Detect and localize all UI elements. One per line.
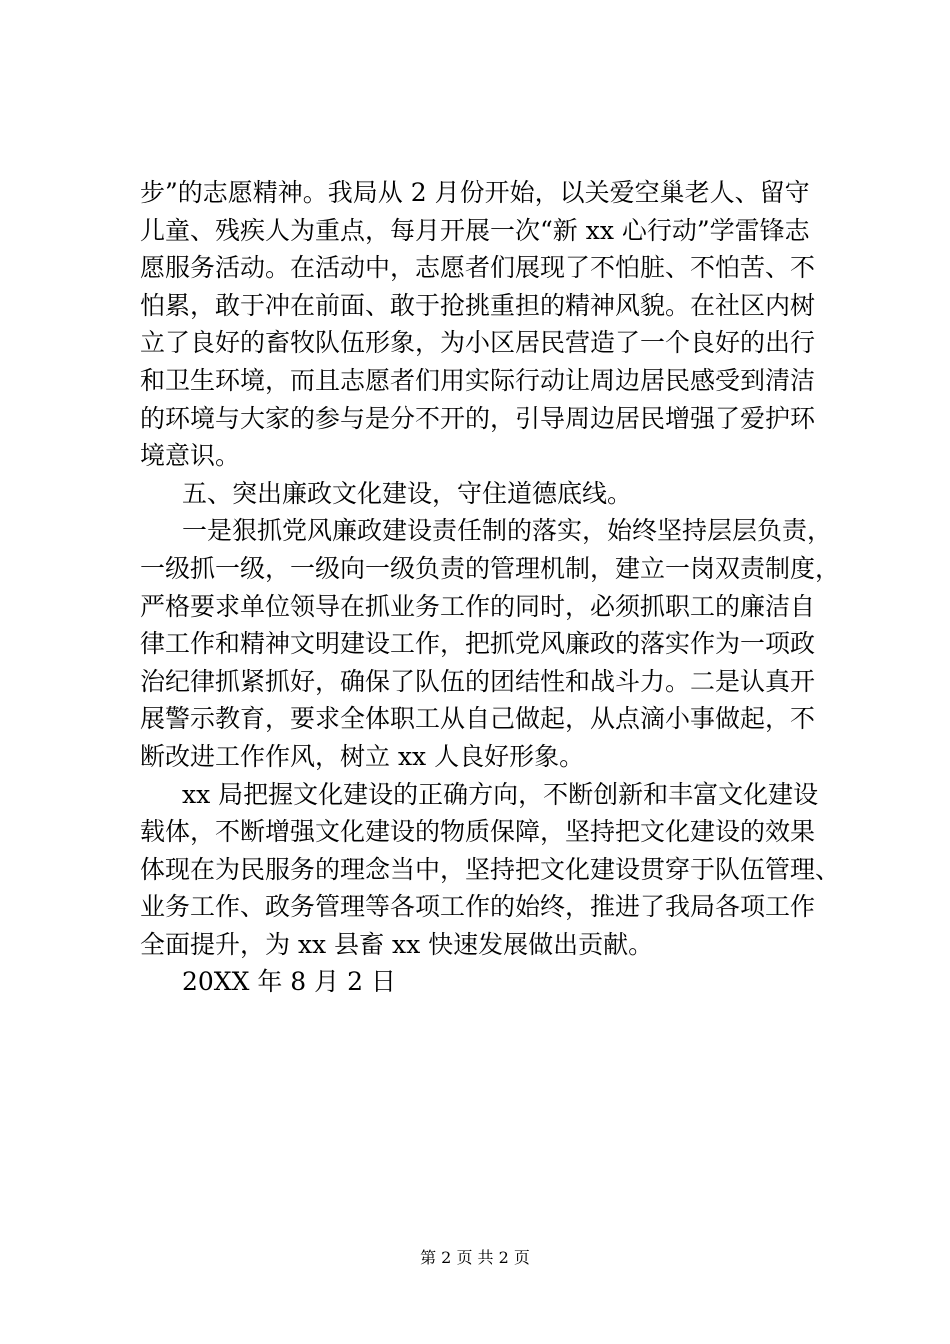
page-number-footer: 第 2 页 共 2 页 (420, 1248, 530, 1267)
text-line: 全面提升，为 xx 县畜 xx 快速发展做出贡献。 (140, 929, 654, 959)
text-line: 展警示教育，要求全体职工从自己做起，从点滴小事做起，不 (140, 704, 816, 734)
text-line: 律工作和精神文明建设工作，把抓党风廉政的落实作为一项政 (140, 629, 816, 659)
text-line: 儿童、残疾人为重点，每月开展一次“新 xx 心行动”学雷锋志 (140, 215, 810, 245)
document-body (140, 174, 840, 1001)
text-line: 一级抓一级，一级向一级负责的管理机制，建立一岗双责制度， (140, 553, 841, 583)
section-heading: 五、突出廉政文化建设，守住道德底线。 (182, 478, 633, 508)
text-line: 步”的志愿精神。我局从 2 月份开始，以关爱空巢老人、留守 (140, 178, 810, 207)
text-line: 业务工作、政务管理等各项工作的始终，推进了我局各项工作 (140, 892, 816, 922)
text-line: 一是狠抓党风廉政建设责任制的落实，始终坚持层层负责， (182, 516, 833, 546)
text-line: 严格要求单位领导在抓业务工作的同时，必须抓职工的廉洁自 (140, 591, 816, 621)
text-line: 断改进工作作风，树立 xx 人良好形象。 (140, 741, 585, 771)
text-line: 体现在为民服务的理念当中，坚持把文化建设贯穿于队伍管理、 (140, 854, 841, 884)
text-line: 立了良好的畜牧队伍形象，为小区居民营造了一个良好的出行 (140, 328, 816, 358)
text-line: 治纪律抓紧抓好，确保了队伍的团结性和战斗力。二是认真开 (140, 666, 816, 696)
document-date: 20XX 年 8 月 2 日 (182, 967, 396, 997)
text-line: 怕累，敢于冲在前面、敢于抢挑重担的精神风貌。在社区内树 (140, 290, 816, 320)
text-line: 愿服务活动。在活动中，志愿者们展现了不怕脏、不怕苦、不 (140, 253, 816, 283)
text-line: 的环境与大家的参与是分不开的，引导周边居民增强了爱护环 (140, 403, 816, 433)
text-line: xx 局把握文化建设的正确方向，不断创新和丰富文化建设 (182, 779, 819, 809)
text-line: 和卫生环境，而且志愿者们用实际行动让周边居民感受到清洁 (140, 365, 816, 395)
text-line: 境意识。 (140, 441, 241, 471)
text-line: 载体，不断增强文化建设的物质保障，坚持把文化建设的效果 (140, 817, 816, 847)
